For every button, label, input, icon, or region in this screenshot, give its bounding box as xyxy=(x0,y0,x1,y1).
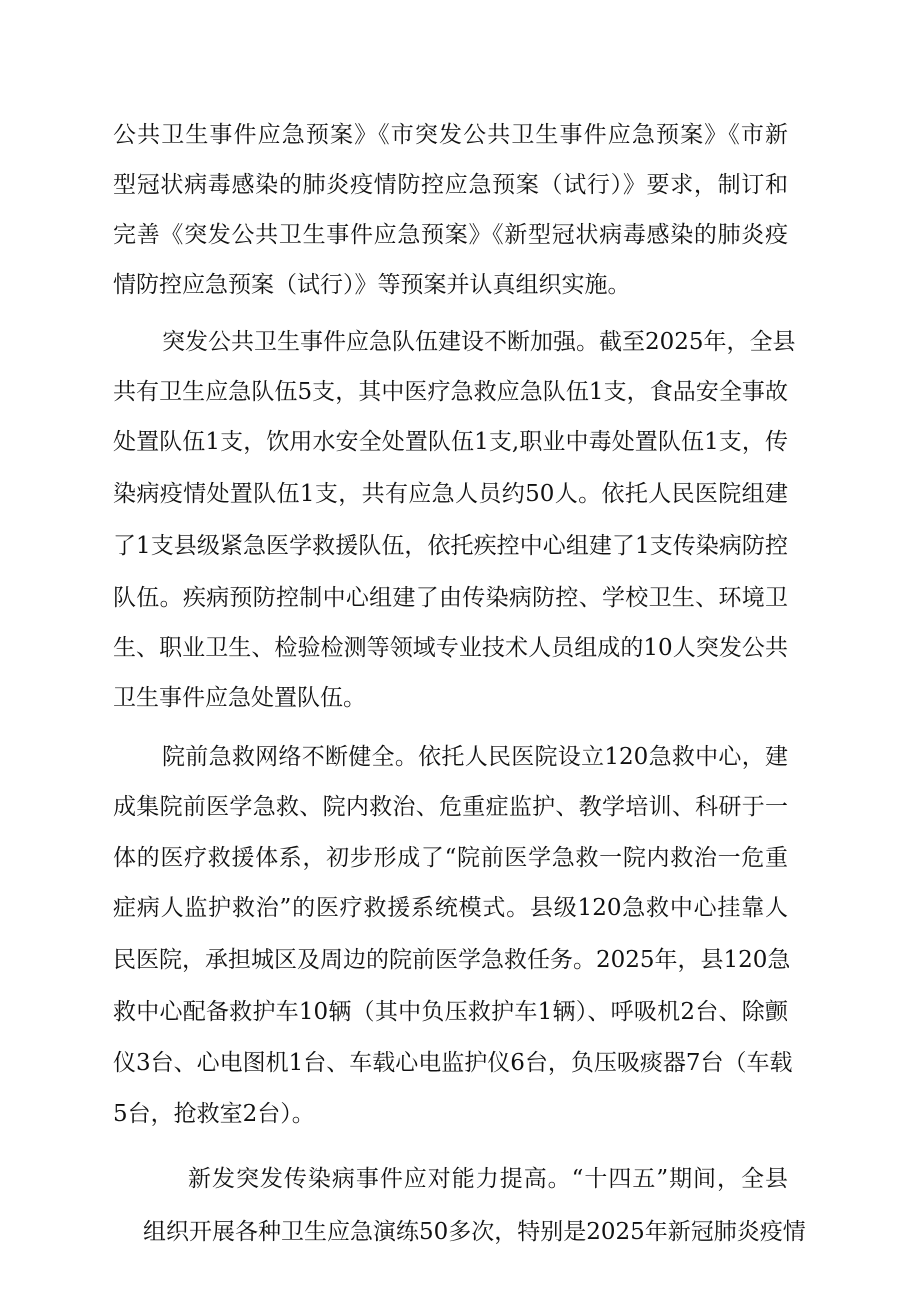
text-line: 民医院，承担城区及周边的院前医学急救任务。2025年，县120急 xyxy=(113,947,791,973)
text-line: 救中心配备救护车10辆（其中负压救护车1辆）、呼吸机2台、除颤 xyxy=(113,999,788,1025)
text-line: 生、职业卫生、检验检测等领域专业技术人员组成的10人突发公共 xyxy=(113,635,788,661)
text-line: 队伍。疾病预防控制中心组建了由传染病防控、学校卫生、环境卫 xyxy=(113,585,788,611)
text-line: 新发突发传染病事件应对能力提高。“十四五”期间，全县 xyxy=(188,1166,788,1192)
text-line: 共有卫生应急队伍5支，其中医疗急救应急队伍1支，食品安全事故 xyxy=(113,379,788,405)
text-line: 组织开展各种卫生应急演练50多次，特别是2025年新冠肺炎疫情 xyxy=(143,1219,806,1245)
text-line: 院前急救网络不断健全。依托人民医院设立120急救中心，建 xyxy=(162,744,788,770)
text-line: 了1支县级紧急医学救援队伍，依托疾控中心组建了1支传染病防控 xyxy=(113,533,788,559)
text-line: 成集院前医学急救、院内救治、危重症监护、教学培训、科研于一 xyxy=(113,794,788,820)
text-line: 型冠状病毒感染的肺炎疫情防控应急预案（试行）》要求，制订和 xyxy=(113,172,788,198)
text-line: 处置队伍1支，饮用水安全处置队伍1支,职业中毒处置队伍1支，传 xyxy=(113,429,788,455)
text-line: 体的医疗救援体系，初步形成了“院前医学急救一院内救治一危重 xyxy=(113,845,788,871)
text-line: 染病疫情处置队伍1支，共有应急人员约50人。依托人民医院组建 xyxy=(113,481,788,507)
text-line: 情防控应急预案（试行）》等预案并认真组织实施。 xyxy=(113,272,631,298)
text-line: 仪3台、心电图机1台、车载心电监护仪6台，负压吸痰器7台（车载 xyxy=(113,1050,793,1076)
text-line: 完善《突发公共卫生事件应急预案》《新型冠状病毒感染的肺炎疫 xyxy=(113,222,788,248)
text-line: 卫生事件应急处置队伍。 xyxy=(113,685,366,711)
text-line: 突发公共卫生事件应急队伍建设不断加强。截至2025年，全县 xyxy=(162,329,796,355)
text-line: 5台，抢救室2台）。 xyxy=(113,1101,315,1127)
text-line: 公共卫生事件应急预案》《市突发公共卫生事件应急预案》《市新 xyxy=(113,122,788,148)
text-line: 症病人监护救治”的医疗救援系统模式。县级120急救中心挂靠人 xyxy=(113,895,788,921)
